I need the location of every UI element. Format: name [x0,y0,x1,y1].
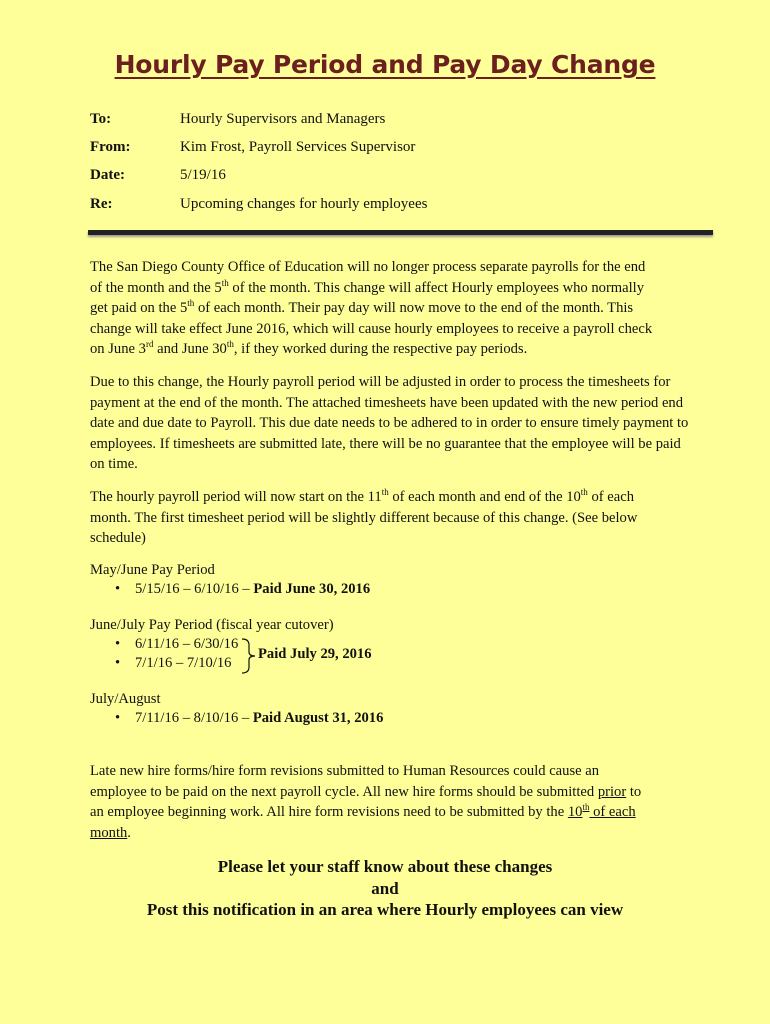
header-to-value: Hourly Supervisors and Managers [180,111,386,127]
p4-each: of each [589,804,636,821]
closing-line-1: Please let your staff know about these changes [217,857,553,876]
bullet-icon: • [115,581,121,597]
right-brace-icon [240,637,258,675]
p4-prior: prior [597,783,627,800]
closing-line-3: Post this notification in an area where Hourly employees can view [146,900,624,919]
schedule-may-june-title: May/June Pay Period [90,562,215,578]
july-aug-range: 7/11/16 – 8/10/16 – [135,710,253,726]
paragraph-2: Due to this change, the Hourly payroll period will be adjusted in order to process the timesheets for payment at the end of the month. The attached timesheets have been updated with the new period end date and due date to Payroll. This due date needs to be adhered to in order to ensure timely payment to employees. If timesheets are submitted late, there will be no guarantee that the employee will be paid on time. [90,374,689,473]
p1-line5a: on June 3 [90,341,146,358]
header-re-value: Upcoming changes for hourly employees [180,196,428,212]
june-july-paid: Paid July 29, 2016 [258,646,372,662]
p1-line2a: of the month and the 5 [90,279,222,296]
p1-line5b: and June 30 [153,341,227,358]
p3-sup: th [381,487,389,498]
header-date-label: Date: [90,167,125,183]
schedule-june-july-title: June/July Pay Period (fiscal year cutover) [90,617,334,633]
p4-line3a: an employee beginning work. All hire form revisions need to be submitted by the [90,804,568,821]
june-july-range1: 6/11/16 – 6/30/16 [135,636,239,652]
schedule-june-july-item-1 [115,636,238,653]
p4-10: 10 [567,804,583,821]
header-date-value: 5/19/16 [180,167,226,183]
bullet-icon: • [115,636,121,652]
header-divider [88,230,713,235]
p1-line3b: of each month. Their pay day will now move to the end of the month. This [194,300,634,317]
june-july-range2: 7/1/16 – 7/10/16 [135,655,232,671]
header-re-label: Re: [90,196,113,212]
schedule-july-aug-title: July/August [90,691,161,707]
p3-line2: month. The first timesheet period will be slightly different because of this change. (See below [90,509,638,526]
p1-line4: change will take effect June 2016, which will cause hourly employees to receive a payroll check [90,320,653,337]
schedule-june-july-item-2 [115,655,231,672]
header-re-row [90,196,427,213]
p4-month: month [90,824,128,841]
p4-line1: Late new hire forms/hire form revisions submitted to Human Resources could cause an [90,763,600,779]
closing-line-2: and [371,879,399,898]
memo-title: Hourly Pay Period and Pay Day Change [114,50,656,79]
p3-sup: th [580,487,588,498]
header-date-row [90,167,226,184]
header-from-label: From: [90,139,131,155]
schedule-july-aug-item [115,710,383,727]
p4-line2b: to [626,783,642,800]
header-from-value: Kim Frost, Payroll Services Supervisor [180,139,416,155]
p1-line3a: get paid on the 5 [90,300,188,317]
p1-sup: rd [145,339,154,350]
p3-line1c: of each [587,489,634,505]
p4-sup: th [582,802,590,813]
p4-end: . [127,824,131,841]
p1-sup: th [187,298,195,309]
schedule-may-june-item [115,581,370,598]
p1-sup: th [226,339,234,350]
header-to-row [90,111,385,128]
may-june-paid: Paid June 30, 2016 [253,581,371,597]
may-june-range: 5/15/16 – 6/10/16 – [135,581,254,597]
header-to-label: To: [90,111,112,127]
p1-sup: th [221,277,229,288]
p3-line1b: of each month and end of the 10 [388,489,581,505]
paragraph-4 [90,761,690,843]
p4-line2a: employee to be paid on the next payroll cycle. All new hire forms should be submitted [90,783,598,800]
paragraph-1 [90,257,690,360]
p1-line1: The San Diego County Office of Education will no longer process separate payrolls for the end [90,259,646,275]
p1-line2b: of the month. This change will affect Hourly employees who normally [228,279,645,296]
paragraph-3 [90,487,690,549]
header-from-row [90,139,415,156]
july-aug-paid: Paid August 31, 2016 [252,710,384,726]
p1-line5c: , if they worked during the respective pay periods. [233,341,528,358]
p3-line1a: The hourly payroll period will now start on the 11 [90,489,382,505]
bullet-icon: • [115,655,121,671]
p3-line3: schedule) [90,530,146,547]
bullet-icon: • [115,710,121,726]
